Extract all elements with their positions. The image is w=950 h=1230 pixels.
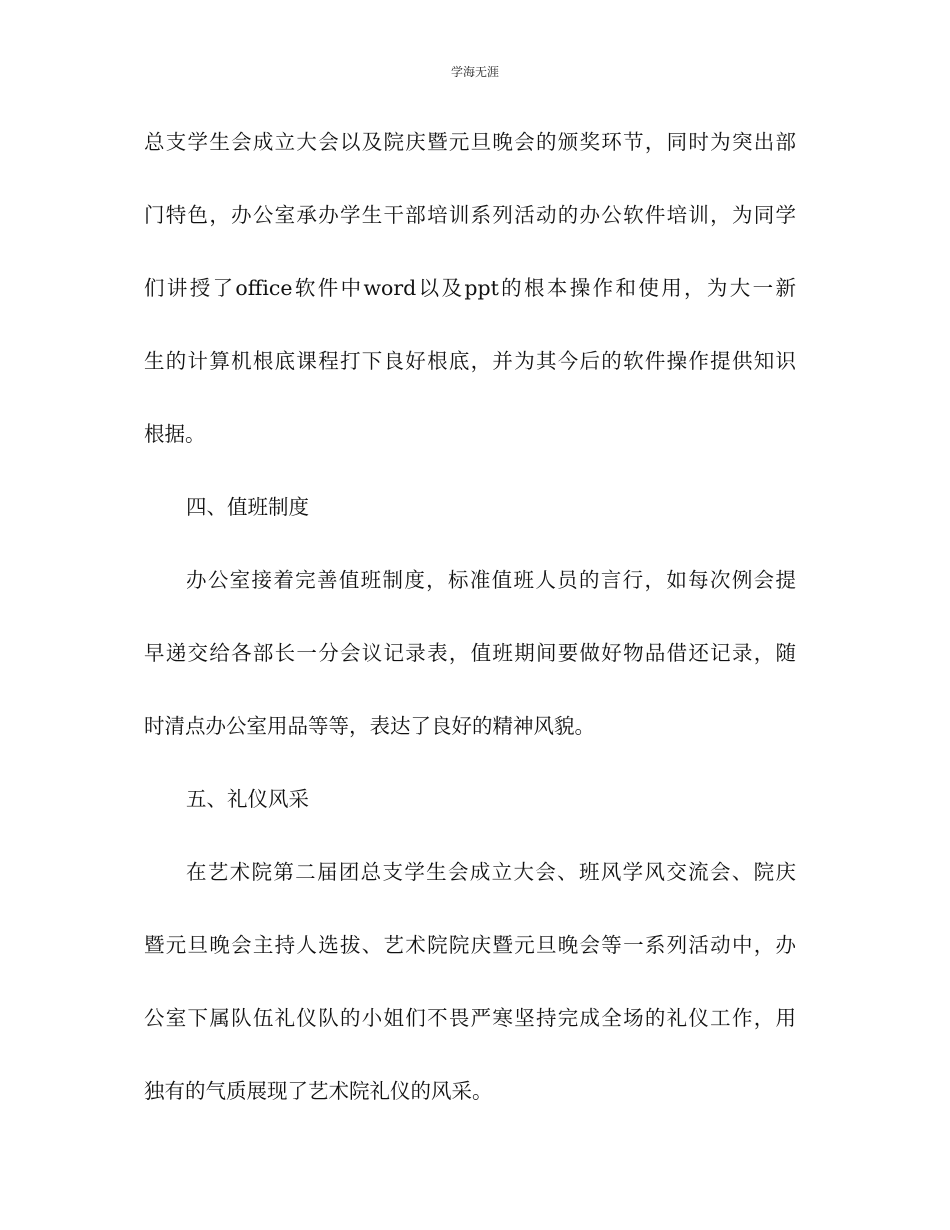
body-line: 生的计算机根底课程打下良好根底，并为其今后的软件操作提供知识 — [144, 349, 796, 373]
section-heading-duty-system: 四、值班制度 — [186, 495, 309, 519]
body-line: 总支学生会成立大会以及院庆暨元旦晚会的颁奖环节，同时为突出部 — [144, 130, 796, 154]
document-body — [144, 106, 796, 1128]
section-heading-etiquette: 五、礼仪风采 — [186, 787, 309, 811]
body-line: 在艺术院第二届团总支学生会成立大会、班风学风交流会、院庆 — [186, 860, 796, 884]
body-line: 时清点办公室用品等等，表达了良好的精神风貌。 — [144, 714, 595, 738]
page-header-title: 学海无涯 — [450, 65, 499, 79]
body-line: 们讲授了office软件中word以及ppt的根本操作和使用，为大一新 — [144, 276, 796, 300]
body-line: 办公室接着完善值班制度，标准值班人员的言行，如每次例会提 — [186, 568, 796, 592]
body-line: 门特色，办公室承办学生干部培训系列活动的办公软件培训，为同学 — [144, 203, 796, 227]
body-line: 根据。 — [144, 422, 206, 446]
body-line: 早递交给各部长一分会议记录表，值班期间要做好物品借还记录，随 — [144, 641, 796, 665]
body-line: 公室下属队伍礼仪队的小姐们不畏严寒坚持完成全场的礼仪工作，用 — [144, 1006, 796, 1030]
body-line: 暨元旦晚会主持人选拔、艺术院院庆暨元旦晚会等一系列活动中，办 — [144, 933, 796, 957]
body-line: 独有的气质展现了艺术院礼仪的风采。 — [144, 1079, 493, 1103]
